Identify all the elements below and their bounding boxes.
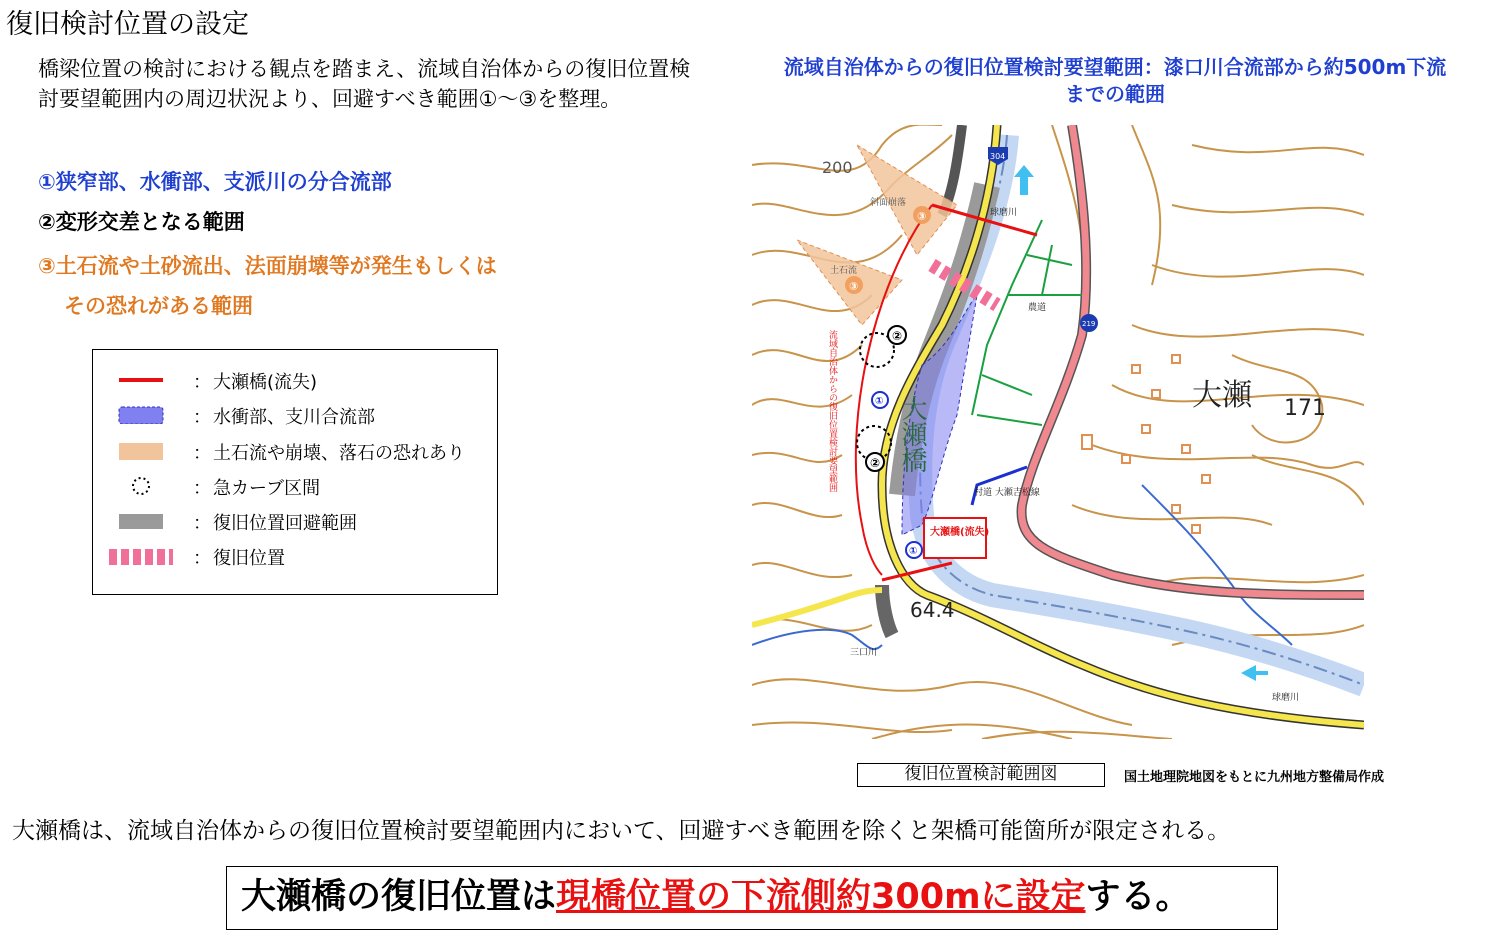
bridge-box-label: 大瀬橋(流失) — [930, 527, 990, 538]
marker-3-top: ③ — [917, 210, 927, 223]
map-caption: 復旧位置検討範囲図 — [857, 763, 1105, 787]
request-range-label: 流域自治体からの復旧位置検討要望範囲 — [827, 330, 837, 492]
legend-row-position: ： 復旧位置 — [93, 542, 497, 570]
legend-label: 土石流や崩壊、落石の恐れあり — [213, 443, 465, 464]
legend-row-water: ： 水衝部、支川合流部 — [93, 401, 497, 429]
route-219-label: 219 — [1082, 320, 1096, 328]
conclusion-part3: する。 — [1085, 877, 1191, 917]
blue-area-icon — [109, 406, 173, 424]
pink-band-icon — [109, 547, 173, 565]
summary-text: 大瀬橋は、流域自治体からの復旧位置検討要望範囲内において、回避すべき範囲を除くと架橋可能箇所が限定される。 — [12, 818, 1231, 844]
marker-1-top: ① — [875, 396, 884, 407]
point-3 — [38, 246, 497, 326]
marker-3-bottom: ③ — [849, 280, 859, 293]
legend-label: 水衝部、支川合流部 — [213, 407, 375, 428]
gray-band-icon — [109, 512, 173, 530]
legend-row-avoid: ： 復旧位置回避範囲 — [93, 507, 497, 535]
legend-label: 急カーブ区間 — [213, 478, 321, 499]
legend-label: 復旧位置回避範囲 — [213, 513, 357, 534]
river-label-kuma-top: 球磨川 — [990, 208, 1018, 218]
legend-box — [92, 349, 498, 595]
legend-row-bridge: ： 大瀬橋(流失) — [93, 366, 497, 394]
point-1: ①狭窄部、水衝部、支派川の分合流部 — [38, 170, 392, 194]
place-label-oose-1: 大瀬 — [1192, 378, 1252, 413]
legend-row-curve: ： 急カーブ区間 — [93, 472, 497, 500]
dotted-circle-icon — [109, 477, 173, 495]
conclusion-part1: 大瀬橋の復旧位置は — [241, 877, 557, 917]
restoration-range-map — [752, 125, 1364, 739]
conclusion-part2: 現橋位置の下流側約300mに設定 — [556, 877, 1086, 917]
point-2: ②変形交差となる範囲 — [38, 210, 245, 234]
slope-failure-label: 斜面崩落 — [870, 198, 907, 208]
route-304-label: 304 — [990, 152, 1006, 161]
bridge-label-box — [924, 518, 986, 558]
debris-flow-label: 土石流 — [830, 266, 858, 276]
page-title: 復旧検討位置の設定 — [6, 9, 249, 40]
conclusion-box — [226, 866, 1278, 930]
orange-area-icon — [109, 442, 173, 460]
marker-2-bottom: ② — [870, 456, 881, 470]
legend-row-debris: ： 土石流や崩壊、落石の恐れあり — [93, 437, 497, 465]
marker-1-bottom: ① — [909, 546, 918, 557]
river-label-kuma-bottom: 球磨川 — [1272, 693, 1300, 703]
bridge-name-vertical: 大瀬橋 — [897, 395, 927, 473]
village-road-label: 村道 大瀬吉松線 — [974, 488, 1040, 498]
point-3-line1: ③土石流や土砂流出、法面崩壊等が発生もしくは — [38, 254, 497, 278]
map-heading: 流域自治体からの復旧位置検討要望範囲：漆口川合流部から約500m下流 までの範囲 — [783, 55, 1447, 106]
sanguchi-river-label: 三口川 — [850, 648, 878, 658]
legend-label: 大瀬橋(流失) — [213, 372, 318, 393]
farm-road-label: 農道 — [1028, 303, 1047, 313]
legend-label: 復旧位置 — [213, 548, 285, 569]
contour-200-label: 200 — [822, 158, 853, 177]
red-line-icon — [109, 371, 173, 389]
map-source: 国土地理院地図をもとに九州地方整備局作成 — [1124, 770, 1385, 785]
marker-2-top: ② — [892, 329, 903, 343]
intro-text: 橋梁位置の検討における観点を踏まえ、流域自治体からの復旧位置検討要望範囲内の周辺状況より、回避すべき範囲①～③を整理。 — [38, 57, 691, 111]
elevation-64: 64.4 — [910, 598, 955, 622]
elevation-171: 171 — [1284, 396, 1326, 421]
point-3-line2: その恐れがある範囲 — [64, 294, 253, 318]
